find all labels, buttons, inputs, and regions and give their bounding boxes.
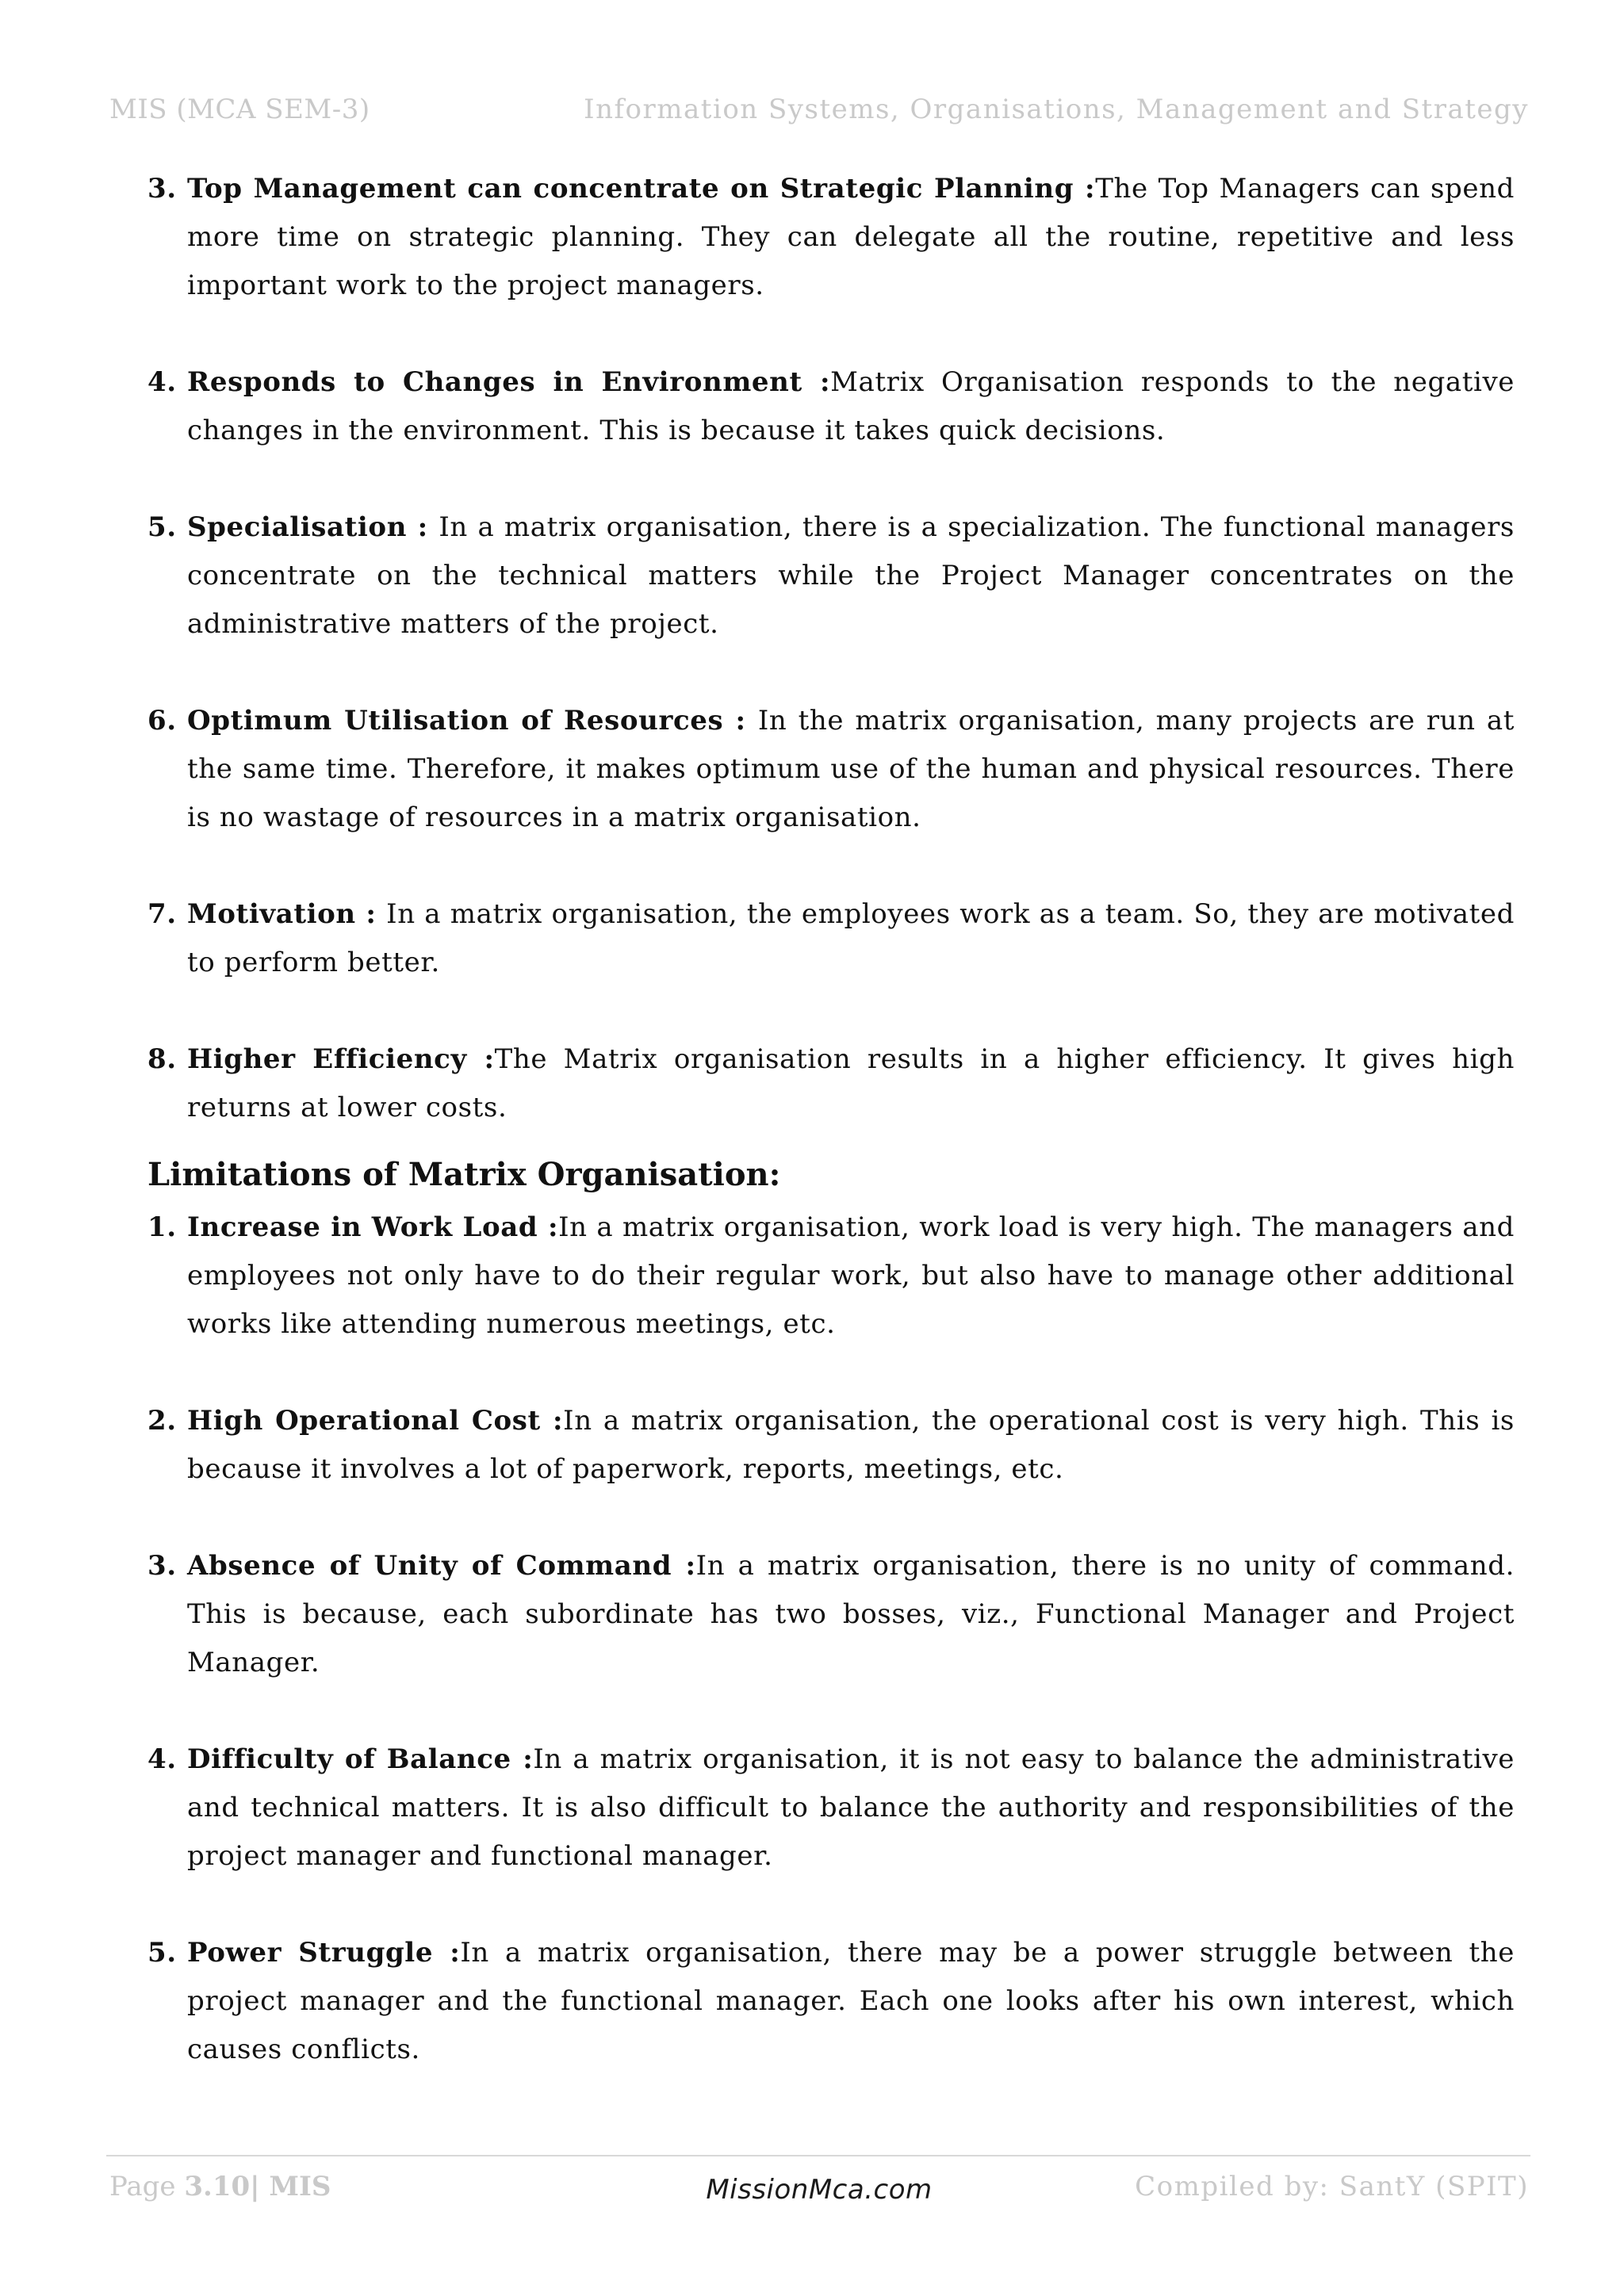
- list-item: [147, 697, 1515, 842]
- item-text: In a matrix organisation, the operational cost is very high. This is because it involves a lot of paperwork, reports, meetings, etc.: [187, 1405, 1515, 1485]
- page-footer: [109, 2171, 1529, 2218]
- item-number: 6.: [147, 705, 177, 737]
- item-number: 2.: [147, 1405, 177, 1437]
- item-number: 7.: [147, 898, 177, 930]
- list-item: [147, 1735, 1515, 1881]
- page-number-value: 3.10| MIS: [184, 2171, 331, 2202]
- item-text: In a matrix organisation, it is not easy to balance the administrative and technical matters. It is also difficult to balance the authority and responsibilities of the project manager and functional manager.: [187, 1743, 1515, 1872]
- list-item: [147, 1397, 1515, 1494]
- item-text: In a matrix organisation, there may be a power struggle between the project manager and the functional manager. Each one looks after his own interest, which causes conflicts.: [187, 1937, 1515, 2065]
- item-title: Responds to Changes in Environment :: [187, 366, 831, 398]
- item-number: 3.: [147, 1550, 177, 1582]
- section-heading: Limitations of Matrix Organisation:: [147, 1156, 781, 1193]
- list-item: [147, 1035, 1515, 1132]
- page-content: [147, 165, 1515, 2074]
- list-item: [147, 1929, 1515, 2074]
- list-item: [147, 503, 1515, 649]
- item-title: Increase in Work Load :: [187, 1211, 559, 1243]
- item-number: 4.: [147, 366, 177, 398]
- item-number: 5.: [147, 511, 177, 543]
- footer-divider: [106, 2155, 1530, 2156]
- item-text: In the matrix organisation, many projects are run at the same time. Therefore, it makes optimum use of the human and physical resources. There is no wastage of resources in a matrix organisation.: [187, 705, 1515, 833]
- item-title: Specialisation :: [187, 511, 439, 543]
- item-number: 5.: [147, 1937, 177, 1969]
- list-item: [147, 1542, 1515, 1687]
- list-item: [147, 165, 1515, 310]
- page-prefix: Page: [109, 2171, 185, 2202]
- item-text: In a matrix organisation, the employees work as a team. So, they are motivated to perform better.: [187, 898, 1515, 978]
- item-number: 1.: [147, 1211, 177, 1243]
- list-item: [147, 890, 1515, 987]
- item-title: Difficulty of Balance :: [187, 1743, 534, 1775]
- header-course: MIS (MCA SEM-3): [109, 94, 370, 125]
- item-title: Power Struggle :: [187, 1937, 461, 1969]
- list-item: [147, 358, 1515, 455]
- item-text: In a matrix organisation, there is no unity of command. This is because, each subordinate has two bosses, viz., Functional Manager and Project Manager.: [187, 1550, 1515, 1678]
- item-text: The Matrix organisation results in a higher efficiency. It gives high returns at lower costs.: [187, 1043, 1515, 1123]
- item-text: In a matrix organisation, work load is very high. The managers and employees not only have to do their regular work, but also have to manage other additional works like attending numerous meetings, etc.: [187, 1211, 1515, 1340]
- page-header: [109, 94, 1529, 132]
- header-chapter-title: Information Systems, Organisations, Management and Strategy: [584, 94, 1529, 125]
- item-title: Higher Efficiency :: [187, 1043, 495, 1075]
- item-number: 4.: [147, 1743, 177, 1775]
- item-number: 3.: [147, 173, 177, 205]
- item-text: The Top Managers can spend more time on strategic planning. They can delegate all the routine, repetitive and less important work to the project managers.: [187, 173, 1515, 301]
- item-title: Optimum Utilisation of Resources :: [187, 705, 758, 737]
- item-number: 8.: [147, 1043, 177, 1075]
- item-title: High Operational Cost :: [187, 1405, 564, 1437]
- item-title: Top Management can concentrate on Strategic Planning :: [187, 173, 1096, 205]
- item-title: Motivation :: [187, 898, 387, 930]
- site-logo: MissionMca.com: [706, 2174, 933, 2206]
- item-title: Absence of Unity of Command :: [187, 1550, 696, 1582]
- item-text: Matrix Organisation responds to the negative changes in the environment. This is because it takes quick decisions.: [187, 366, 1515, 446]
- item-text: In a matrix organisation, there is a specialization. The functional managers concentrate on the technical matters while the Project Manager concentrates on the administrative matters of the project.: [187, 511, 1515, 640]
- list-item: [147, 1203, 1515, 1349]
- compiled-by: Compiled by: SantY (SPIT): [1135, 2171, 1529, 2202]
